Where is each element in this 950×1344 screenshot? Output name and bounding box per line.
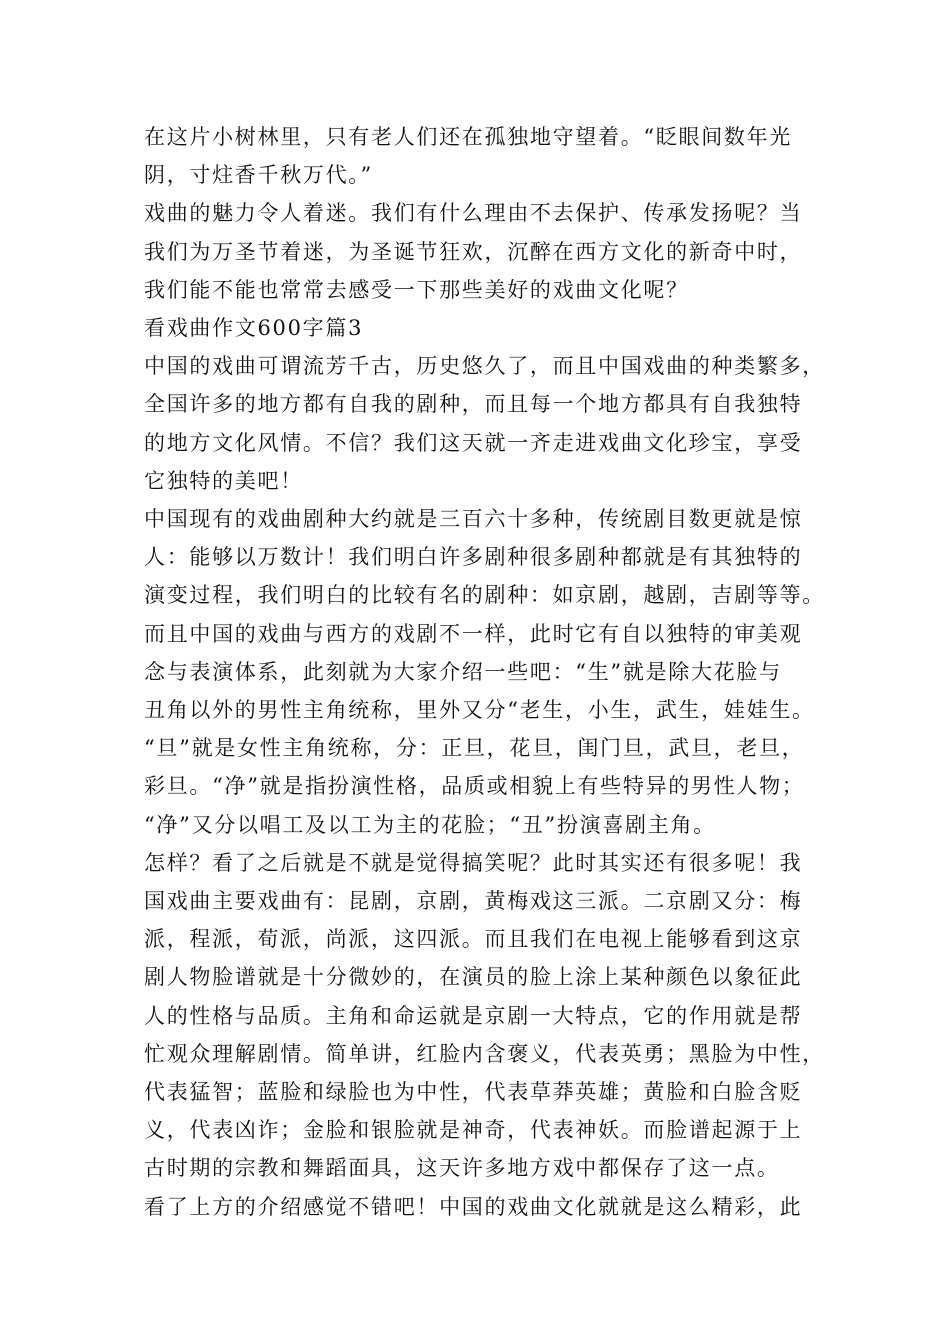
text-line: 派，程派，荀派，尚派，这四派。而且我们在电视上能够看到这京	[144, 927, 803, 952]
section-heading: 看戏曲作文600字篇3	[144, 316, 364, 341]
text-line: 忙观众理解剧情。简单讲，红脸内含褒义，代表英勇；黑脸为中性，	[144, 1041, 825, 1066]
text-line: 它独特的美吧！	[144, 468, 303, 493]
text-line: 看了上方的介绍感觉不错吧！中国的戏曲文化就就是这么精彩，此	[144, 1194, 803, 1219]
text-line: 全国许多的地方都有自我的剧种，而且每一个地方都具有自我独特	[144, 392, 803, 417]
text-line: 我们能不能也常常去感受一下那些美好的戏曲文化呢？	[144, 277, 689, 302]
text-line: 我们为万圣节着迷，为圣诞节狂欢，沉醉在西方文化的新奇中时，	[144, 239, 803, 264]
text-line: 演变过程，我们明白的比较有名的剧种：如京剧，越剧，吉剧等等。	[144, 583, 825, 608]
text-line: 彩旦。“净”就是指扮演性格，品质或相貌上有些特异的男性人物；	[144, 774, 805, 799]
text-line: 中国的戏曲可谓流芳千古，历史悠久了，而且中国戏曲的种类繁多，	[144, 354, 825, 379]
text-line: 丑角以外的男性主角统称，里外又分“老生，小生，武生，娃娃生。	[144, 698, 815, 723]
text-line: 而且中国的戏曲与西方的戏剧不一样，此时它有自以独特的审美观	[144, 621, 803, 646]
text-line: 人：能够以万数计！我们明白许多剧种很多剧种都就是有其独特的	[144, 545, 803, 570]
text-line: 人的性格与品质。主角和命运就是京剧一大特点，它的作用就是帮	[144, 1003, 803, 1028]
text-line: 阴，寸炷香千秋万代。”	[144, 163, 373, 188]
text-line: 的地方文化风情。不信？我们这天就一齐走进戏曲文化珍宝，享受	[144, 430, 803, 455]
text-line: 古时期的宗教和舞蹈面具，这天许多地方戏中都保存了这一点。	[144, 1156, 780, 1181]
text-line: “净”又分以唱工及以工为主的花脸；“丑”扮演喜剧主角。	[144, 812, 716, 837]
text-line: 国戏曲主要戏曲有：昆剧，京剧，黄梅戏这三派。二京剧又分：梅	[144, 889, 803, 914]
text-line: 怎样？看了之后就是不就是觉得搞笑呢？此时其实还有很多呢！我	[144, 850, 803, 875]
text-line: 剧人物脸谱就是十分微妙的，在演员的脸上涂上某种颜色以象征此	[144, 965, 803, 990]
text-line: “旦”就是女性主角统称，分：正旦，花旦，闺门旦，武旦，老旦，	[144, 736, 805, 761]
text-line: 念与表演体系，此刻就为大家介绍一些吧：“生”就是除大花脸与	[144, 659, 782, 684]
document-body	[144, 118, 825, 1226]
text-line: 代表猛智；蓝脸和绿脸也为中性，代表草莽英雄；黄脸和白脸含贬	[144, 1080, 803, 1105]
text-line: 戏曲的魅力令人着迷。我们有什么理由不去保护、传承发扬呢？当	[144, 201, 803, 226]
text-line: 义，代表凶诈；金脸和银脸就是神奇，代表神妖。而脸谱起源于上	[144, 1118, 803, 1143]
text-line: 在这片小树林里，只有老人们还在孤独地守望着。“眨眼间数年光	[144, 125, 793, 149]
text-line: 中国现有的戏曲剧种大约就是三百六十多种，传统剧目数更就是惊	[144, 507, 803, 532]
